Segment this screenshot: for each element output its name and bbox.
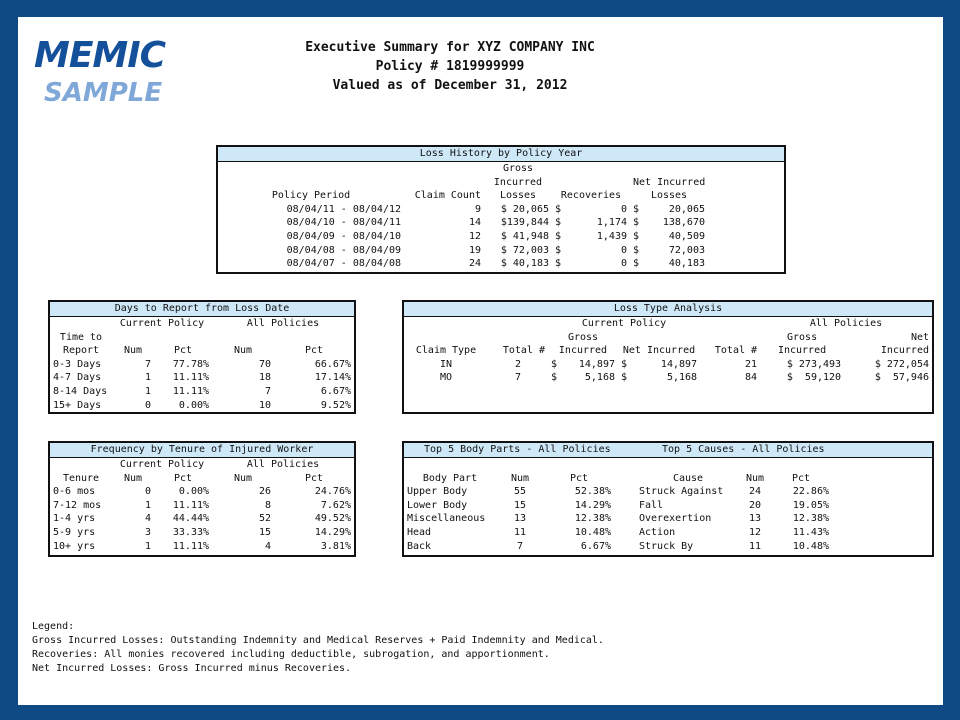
cell: 77.78% [172, 358, 210, 370]
cell: Head [407, 526, 432, 538]
cell: 1 [144, 499, 151, 511]
cell: $ 72,003 [500, 244, 549, 256]
col-total: Total # [502, 345, 545, 357]
sample-watermark: SAMPLE [44, 78, 163, 108]
table-row [218, 257, 784, 271]
cell: $ [621, 372, 628, 384]
cell: $ 40,183 [500, 258, 549, 270]
cell: 70 [258, 358, 272, 370]
cell: 55 [513, 486, 527, 498]
cell: 84 [745, 372, 758, 384]
cell: $ 272,054 [874, 358, 929, 370]
top5-body-parts-header: Top 5 Body Parts - All Policies [424, 444, 611, 455]
cell: 15 [258, 526, 272, 538]
cell: 10 [258, 399, 272, 411]
table-row [50, 385, 354, 399]
col-gross: Gross [567, 331, 599, 343]
top5-causes-header: Top 5 Causes - All Policies [662, 444, 825, 455]
cell: 18 [258, 372, 272, 384]
cell: 12 [468, 230, 481, 242]
table-row [50, 399, 354, 413]
cell: 1-4 yrs [53, 513, 96, 525]
table-row [50, 540, 354, 554]
cell: 24.76% [314, 486, 351, 498]
cell: 14.29% [574, 499, 611, 511]
cell: $ 273,493 [786, 358, 842, 370]
cell: 5-9 yrs [53, 526, 96, 538]
cell: 0-3 Days [53, 358, 102, 370]
cell: 1 [144, 540, 151, 552]
col-num: Num [233, 345, 253, 357]
cell: 17.14% [314, 372, 351, 384]
col-incurred: Incurred [558, 345, 608, 357]
cell: 4 [264, 540, 272, 552]
cell: 10.48% [792, 540, 829, 552]
col-net: Net [910, 331, 929, 343]
cell: 7 [144, 358, 151, 370]
cell: MO [439, 372, 453, 384]
cell: $ [633, 244, 640, 256]
cell: 19 [468, 244, 481, 256]
cell: 1,174 [596, 217, 627, 229]
col-body-part: Body Part [422, 472, 478, 484]
table-row [50, 358, 354, 372]
table-row [50, 512, 354, 526]
days-to-report-table [48, 300, 356, 414]
cell: 11 [748, 540, 762, 552]
cell: 7.62% [320, 499, 351, 511]
table-row [218, 216, 784, 230]
col-num: Num [745, 472, 765, 484]
table-row [50, 526, 354, 540]
cell: 52.38% [574, 486, 611, 498]
cell: $ [633, 230, 640, 242]
cell: 13 [513, 513, 527, 525]
cell: 7-12 mos [53, 499, 102, 511]
cell: $ 20,065 [500, 203, 549, 215]
cell: 24 [468, 258, 481, 270]
cell: 14,897 [660, 358, 698, 370]
cell: Upper Body [407, 486, 468, 498]
cell: 3.81% [320, 540, 351, 552]
cell: 19.05% [792, 499, 829, 511]
cell: 12 [748, 526, 762, 538]
col-time-to: Time to [59, 331, 103, 343]
cell: $ [633, 203, 640, 215]
loss-type-header: Loss Type Analysis [404, 302, 932, 317]
cell: 15 [513, 499, 527, 511]
col-recoveries: Recoveries [560, 190, 622, 202]
cell: $139,844 [500, 217, 549, 229]
table-row [404, 485, 932, 499]
cell: $ [555, 217, 562, 229]
cell: 08/04/08 - 08/04/09 [286, 244, 401, 256]
loss-history-table [216, 145, 786, 274]
col-num: Num [123, 345, 143, 357]
cell: 0 [144, 399, 151, 411]
cell: 3 [144, 526, 151, 538]
col-net-incurred: Net Incurred [633, 176, 706, 188]
cell: 12.38% [792, 513, 829, 525]
cell: 14 [468, 217, 481, 229]
cell: 11.11% [172, 372, 210, 384]
table-row [218, 230, 784, 244]
cell: $ [621, 358, 628, 370]
cell: 12.38% [574, 513, 611, 525]
cell: $ [555, 244, 562, 256]
col-tenure: Tenure [62, 472, 100, 484]
col-pct: Pct [304, 345, 324, 357]
cell: 0.00% [178, 399, 210, 411]
cell: 08/04/11 - 08/04/12 [286, 203, 401, 215]
col-incurred: Incurred [880, 345, 929, 357]
cell: 6.67% [580, 540, 611, 552]
cell: $ [633, 217, 640, 229]
cell: 0 [144, 486, 151, 498]
tenure-table [48, 441, 356, 557]
table-row [50, 485, 354, 499]
cell: Struck By [639, 540, 694, 552]
col-net-incurred: Net Incurred [622, 345, 696, 357]
report-title [240, 38, 660, 95]
memic-logo: MEMIC [34, 35, 166, 76]
cell: 52 [258, 513, 272, 525]
cell: 24 [748, 486, 762, 498]
group-all-policies: All Policies [246, 318, 320, 329]
col-gross: Gross [502, 163, 534, 174]
cell: 20,065 [668, 203, 705, 215]
cell: $ [551, 372, 558, 384]
table-row [404, 499, 932, 513]
col-num: Num [123, 472, 143, 484]
cell: 11.11% [172, 540, 210, 552]
cell: $ [551, 358, 558, 370]
title-line-1: Executive Summary for XYZ COMPANY INC [305, 40, 595, 55]
col-losses: Losses [499, 190, 537, 202]
group-current-policy: Current Policy [119, 459, 205, 470]
cell: IN [439, 358, 453, 370]
cell: Fall [639, 499, 664, 511]
cell: 49.52% [314, 513, 351, 525]
table-row [404, 512, 932, 526]
col-total: Total # [714, 345, 758, 357]
col-gross: Gross [786, 331, 818, 343]
title-line-3: Valued as of December 31, 2012 [332, 78, 568, 93]
group-all-policies: All Policies [246, 459, 320, 470]
cell: 72,003 [668, 244, 705, 256]
top5-table [402, 441, 934, 557]
cell: 8 [264, 499, 272, 511]
cell: 10+ yrs [53, 540, 96, 552]
cell: 11 [513, 526, 527, 538]
cell: 5,168 [584, 372, 615, 384]
col-pct: Pct [304, 472, 324, 484]
cell: 0 [620, 258, 627, 270]
table-row [404, 371, 932, 385]
group-all-policies: All Policies [809, 318, 883, 329]
cell: 11.11% [172, 499, 210, 511]
cell: Back [407, 540, 432, 552]
cell: 5,168 [666, 372, 698, 384]
cell: $ [633, 258, 640, 270]
cell: 21 [745, 358, 758, 370]
cell: 15+ Days [53, 399, 102, 411]
table-row [50, 499, 354, 513]
cell: 2 [514, 358, 522, 370]
table-row [404, 540, 932, 554]
table-row [404, 526, 932, 540]
cell: 9 [474, 203, 481, 215]
cell: 33.33% [172, 526, 210, 538]
cell: $ [555, 258, 562, 270]
cell: 1,439 [596, 230, 627, 242]
group-current-policy: Current Policy [119, 318, 205, 329]
legend-title: Legend: [32, 621, 75, 632]
cell: 08/04/09 - 08/04/10 [286, 230, 401, 242]
col-claim-count: Claim Count [414, 190, 481, 202]
loss-history-header: Loss History by Policy Year [218, 147, 784, 162]
loss-type-table [402, 300, 934, 414]
group-current-policy: Current Policy [581, 318, 667, 329]
cell: 7 [516, 540, 524, 552]
legend [32, 620, 604, 676]
table-row [218, 244, 784, 258]
cell: 13 [748, 513, 762, 525]
cell: 22.86% [792, 486, 829, 498]
col-incurred: Incurred [493, 176, 543, 188]
cell: 4-7 Days [53, 372, 102, 384]
cell: Miscellaneous [407, 513, 486, 525]
col-pct: Pct [173, 472, 193, 484]
title-line-2: Policy # 1819999999 [375, 59, 525, 74]
cell: 138,670 [662, 217, 705, 229]
legend-recoveries: Recoveries: All monies recovered including deductible, subrogation, and apportionment. [32, 649, 550, 660]
cell: Struck Against [639, 486, 724, 498]
top5-header [404, 443, 932, 458]
cell: 40,183 [668, 258, 705, 270]
days-to-report-header: Days to Report from Loss Date [50, 302, 354, 317]
col-num: Num [233, 472, 253, 484]
cell: Action [639, 526, 676, 538]
cell: 08/04/07 - 08/04/08 [286, 258, 401, 270]
legend-gross: Gross Incurred Losses: Outstanding Indemnity and Medical Reserves + Paid Indemnity and Medical. [32, 635, 604, 646]
cell: 9.52% [320, 399, 351, 411]
table-row [50, 371, 354, 385]
col-report: Report [62, 345, 100, 357]
cell: 8-14 Days [53, 385, 108, 397]
cell: 0 [620, 244, 627, 256]
cell: 6.67% [320, 385, 351, 397]
cell: 11.11% [172, 385, 210, 397]
cell: $ 59,120 [786, 372, 842, 384]
cell: 10.48% [574, 526, 611, 538]
cell: $ 41,948 [500, 230, 549, 242]
cell: 40,509 [668, 230, 705, 242]
col-net-losses: Losses [650, 190, 688, 202]
cell: 66.67% [314, 358, 351, 370]
legend-net: Net Incurred Losses: Gross Incurred minus Recoveries. [32, 663, 352, 674]
cell: 20 [748, 499, 762, 511]
cell: 14,897 [578, 358, 615, 370]
cell: 08/04/10 - 08/04/11 [286, 217, 401, 229]
cell: Lower Body [407, 499, 468, 511]
table-row [218, 203, 784, 217]
cell: 0-6 mos [53, 486, 96, 498]
cell: 7 [514, 372, 522, 384]
tenure-header: Frequency by Tenure of Injured Worker [50, 443, 354, 458]
col-pct: Pct [791, 472, 811, 484]
col-num: Num [510, 472, 530, 484]
col-policy-period: Policy Period [271, 190, 351, 202]
cell: 44.44% [172, 513, 210, 525]
table-row [404, 358, 932, 372]
col-claim-type: Claim Type [415, 345, 477, 357]
col-pct: Pct [173, 345, 193, 357]
col-cause: Cause [672, 472, 704, 484]
cell: $ [555, 203, 562, 215]
col-pct: Pct [569, 472, 589, 484]
cell: 7 [264, 385, 272, 397]
cell: Overexertion [639, 513, 712, 525]
cell: 1 [144, 372, 151, 384]
cell: 11.43% [792, 526, 829, 538]
cell: 14.29% [314, 526, 351, 538]
cell: 4 [144, 513, 151, 525]
cell: $ [555, 230, 562, 242]
cell: 0 [620, 203, 627, 215]
cell: 1 [144, 385, 151, 397]
cell: 0.00% [178, 486, 210, 498]
col-incurred: Incurred [777, 345, 827, 357]
cell: 26 [258, 486, 272, 498]
cell: $ 57,946 [874, 372, 929, 384]
